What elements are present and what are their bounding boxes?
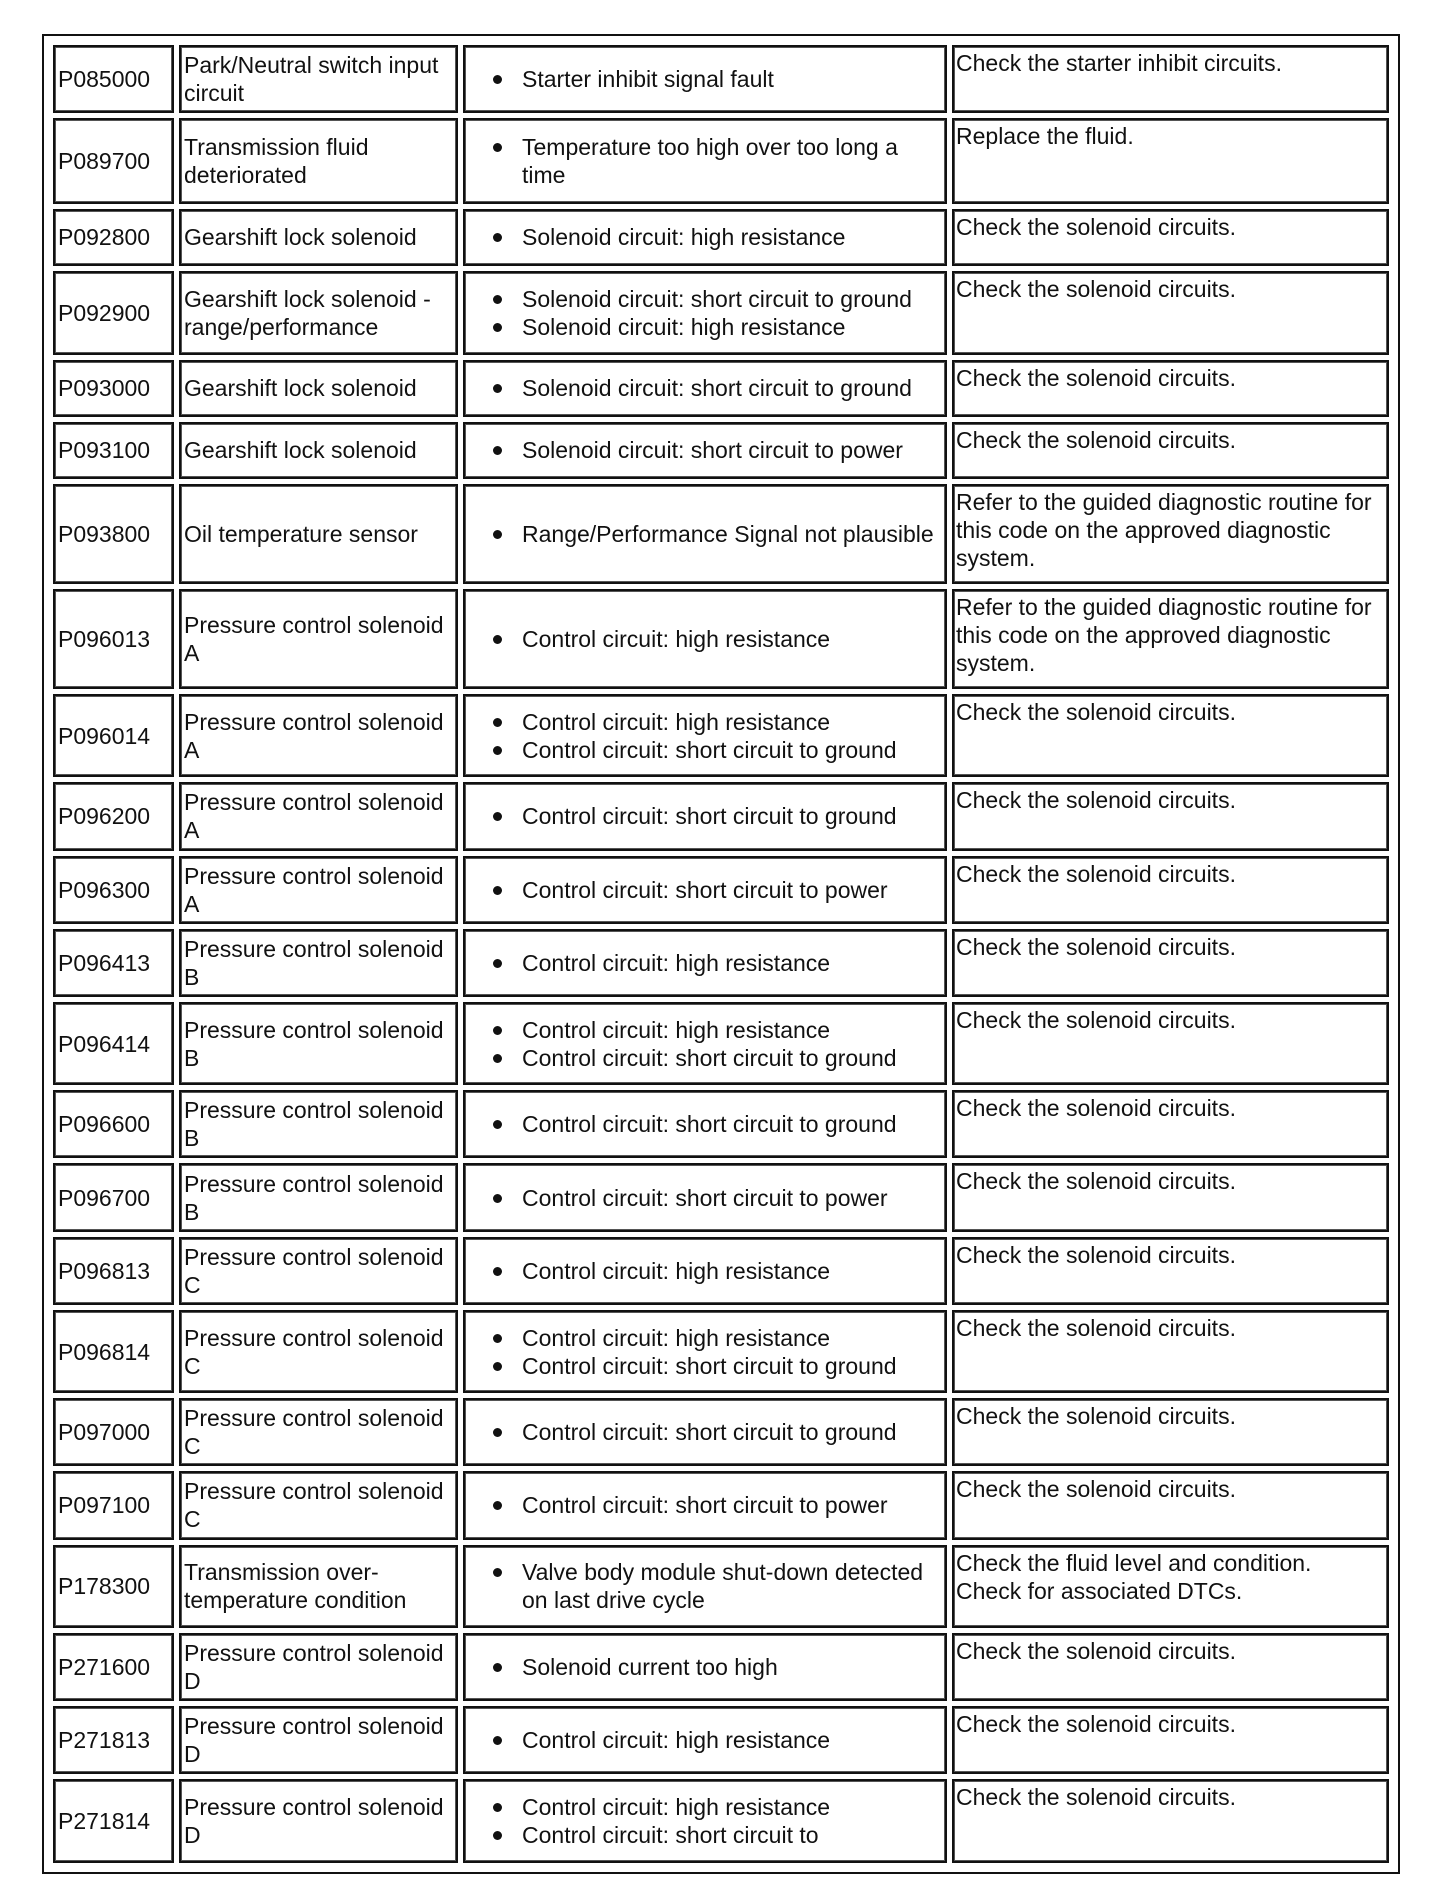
dtc-description: Pressure control solenoid D (179, 1706, 458, 1774)
condition-item: Starter inhibit signal fault (487, 65, 941, 93)
dtc-description: Pressure control solenoid D (179, 1779, 458, 1863)
table-row (53, 1310, 1389, 1394)
dtc-description: Pressure control solenoid B (179, 929, 458, 997)
condition-item: Control circuit: high resistance (487, 1793, 941, 1821)
table-row (53, 360, 1389, 417)
condition-list (487, 1418, 941, 1446)
dtc-conditions (463, 1471, 947, 1539)
condition-list (487, 436, 941, 464)
table-row (53, 929, 1389, 997)
dtc-description: Gearshift lock solenoid (179, 360, 458, 417)
condition-list (487, 520, 941, 548)
condition-item: Control circuit: short circuit to ground (487, 1110, 941, 1138)
dtc-conditions (463, 1090, 947, 1158)
table-row (53, 1090, 1389, 1158)
dtc-action: Check the solenoid circuits. (952, 694, 1389, 778)
dtc-action: Check the solenoid circuits. (952, 782, 1389, 850)
dtc-code: P096014 (53, 694, 174, 778)
table-row (53, 1779, 1389, 1863)
dtc-code: P092800 (53, 209, 174, 266)
dtc-description: Gearshift lock solenoid (179, 209, 458, 266)
dtc-conditions (463, 484, 947, 584)
condition-list (487, 1726, 941, 1754)
table-row (53, 422, 1389, 479)
condition-item: Control circuit: high resistance (487, 1726, 941, 1754)
dtc-action: Check the solenoid circuits. (952, 1310, 1389, 1394)
dtc-description: Pressure control solenoid D (179, 1633, 458, 1701)
dtc-action: Check the starter inhibit circuits. (952, 45, 1389, 113)
dtc-action: Check the solenoid circuits. (952, 271, 1389, 355)
dtc-conditions (463, 1706, 947, 1774)
dtc-description: Pressure control solenoid A (179, 589, 458, 689)
dtc-description: Pressure control solenoid C (179, 1471, 458, 1539)
dtc-conditions (463, 1163, 947, 1231)
dtc-conditions (463, 45, 947, 113)
condition-list (487, 374, 941, 402)
condition-item: Control circuit: short circuit to (487, 1821, 941, 1849)
condition-item: Control circuit: high resistance (487, 949, 941, 977)
condition-list (487, 625, 941, 653)
dtc-conditions (463, 1633, 947, 1701)
dtc-code: P271813 (53, 1706, 174, 1774)
condition-list (487, 223, 941, 251)
table-row (53, 1545, 1389, 1629)
condition-item: Control circuit: short circuit to ground (487, 1044, 941, 1072)
dtc-action: Replace the fluid. (952, 118, 1389, 204)
dtc-code: P093000 (53, 360, 174, 417)
dtc-action: Check the solenoid circuits. (952, 209, 1389, 266)
dtc-description: Pressure control solenoid B (179, 1090, 458, 1158)
dtc-code: P089700 (53, 118, 174, 204)
dtc-code: P092900 (53, 271, 174, 355)
condition-item: Solenoid circuit: short circuit to ground (487, 374, 941, 402)
condition-list (487, 802, 941, 830)
dtc-code: P096300 (53, 856, 174, 924)
table-row (53, 1398, 1389, 1466)
condition-item: Control circuit: high resistance (487, 1016, 941, 1044)
table-row (53, 856, 1389, 924)
condition-list (487, 65, 941, 93)
condition-list (487, 1491, 941, 1519)
dtc-description: Transmission over-temperature condition (179, 1545, 458, 1629)
dtc-action: Check the solenoid circuits. (952, 856, 1389, 924)
condition-list (487, 876, 941, 904)
condition-item: Solenoid circuit: high resistance (487, 313, 941, 341)
dtc-description: Pressure control solenoid C (179, 1310, 458, 1394)
dtc-code: P096013 (53, 589, 174, 689)
condition-list (487, 949, 941, 977)
condition-item: Control circuit: short circuit to ground (487, 1352, 941, 1380)
dtc-description: Oil temperature sensor (179, 484, 458, 584)
condition-item: Control circuit: short circuit to power (487, 1184, 941, 1212)
table-row (53, 589, 1389, 689)
dtc-table-frame (42, 34, 1400, 1874)
dtc-conditions (463, 1779, 947, 1863)
condition-item: Solenoid circuit: short circuit to ground (487, 285, 941, 313)
table-row (53, 271, 1389, 355)
dtc-action: Refer to the guided diagnostic routine for this code on the approved diagnostic system. (952, 484, 1389, 584)
condition-item: Solenoid current too high (487, 1653, 941, 1681)
dtc-description: Transmission fluid deteriorated (179, 118, 458, 204)
dtc-table-body (53, 45, 1389, 1863)
table-row (53, 484, 1389, 584)
table-row (53, 694, 1389, 778)
dtc-conditions (463, 1398, 947, 1466)
condition-list (487, 285, 941, 341)
dtc-code: P097000 (53, 1398, 174, 1466)
condition-list (487, 1257, 941, 1285)
dtc-code: P085000 (53, 45, 174, 113)
dtc-conditions (463, 1002, 947, 1086)
dtc-description: Pressure control solenoid C (179, 1398, 458, 1466)
dtc-description: Pressure control solenoid B (179, 1163, 458, 1231)
dtc-conditions (463, 856, 947, 924)
dtc-action: Check the solenoid circuits. (952, 929, 1389, 997)
dtc-action: Check the solenoid circuits. (952, 422, 1389, 479)
condition-list (487, 1016, 941, 1072)
dtc-code: P093800 (53, 484, 174, 584)
dtc-code: P096200 (53, 782, 174, 850)
dtc-action: Check the solenoid circuits. (952, 1779, 1389, 1863)
condition-item: Solenoid circuit: short circuit to power (487, 436, 941, 464)
dtc-description: Pressure control solenoid A (179, 856, 458, 924)
condition-item: Control circuit: high resistance (487, 708, 941, 736)
dtc-description: Gearshift lock solenoid (179, 422, 458, 479)
condition-item: Control circuit: high resistance (487, 1324, 941, 1352)
dtc-action: Check the solenoid circuits. (952, 1471, 1389, 1539)
dtc-action: Check the solenoid circuits. (952, 1706, 1389, 1774)
table-row (53, 118, 1389, 204)
dtc-description: Park/Neutral switch input circuit (179, 45, 458, 113)
dtc-conditions (463, 360, 947, 417)
dtc-conditions (463, 1237, 947, 1305)
dtc-table (48, 40, 1394, 1868)
dtc-code: P271814 (53, 1779, 174, 1863)
table-row (53, 1237, 1389, 1305)
condition-item: Valve body module shut-down detected on last drive cycle (487, 1558, 941, 1614)
condition-item: Control circuit: high resistance (487, 625, 941, 653)
dtc-conditions (463, 118, 947, 204)
condition-item: Temperature too high over too long a time (487, 133, 941, 189)
dtc-code: P096600 (53, 1090, 174, 1158)
dtc-conditions (463, 929, 947, 997)
condition-item: Control circuit: high resistance (487, 1257, 941, 1285)
dtc-conditions (463, 1310, 947, 1394)
condition-list (487, 133, 941, 189)
dtc-action: Check the solenoid circuits. (952, 1398, 1389, 1466)
condition-list (487, 1184, 941, 1212)
dtc-action: Check the solenoid circuits. (952, 1237, 1389, 1305)
dtc-action: Check the solenoid circuits. (952, 1002, 1389, 1086)
dtc-conditions (463, 1545, 947, 1629)
dtc-action: Check the solenoid circuits. (952, 1090, 1389, 1158)
dtc-conditions (463, 422, 947, 479)
condition-list (487, 1793, 941, 1849)
dtc-description: Pressure control solenoid A (179, 694, 458, 778)
dtc-code: P096414 (53, 1002, 174, 1086)
dtc-code: P096700 (53, 1163, 174, 1231)
dtc-code: P271600 (53, 1633, 174, 1701)
dtc-action: Check the solenoid circuits. (952, 360, 1389, 417)
condition-list (487, 1110, 941, 1138)
dtc-description: Pressure control solenoid A (179, 782, 458, 850)
dtc-action: Check the solenoid circuits. (952, 1633, 1389, 1701)
dtc-action: Check the fluid level and condition. Check for associated DTCs. (952, 1545, 1389, 1629)
condition-list (487, 1653, 941, 1681)
dtc-code: P096813 (53, 1237, 174, 1305)
table-row (53, 1002, 1389, 1086)
condition-list (487, 708, 941, 764)
dtc-code: P096413 (53, 929, 174, 997)
dtc-conditions (463, 271, 947, 355)
dtc-description: Pressure control solenoid B (179, 1002, 458, 1086)
condition-item: Control circuit: short circuit to ground (487, 802, 941, 830)
condition-item: Control circuit: short circuit to power (487, 876, 941, 904)
table-row (53, 1706, 1389, 1774)
dtc-action: Check the solenoid circuits. (952, 1163, 1389, 1231)
condition-item: Range/Performance Signal not plausible (487, 520, 941, 548)
dtc-conditions (463, 209, 947, 266)
table-row (53, 782, 1389, 850)
dtc-conditions (463, 589, 947, 689)
dtc-description: Gearshift lock solenoid - range/performance (179, 271, 458, 355)
table-row (53, 1163, 1389, 1231)
table-row (53, 209, 1389, 266)
condition-list (487, 1558, 941, 1614)
dtc-description: Pressure control solenoid C (179, 1237, 458, 1305)
dtc-code: P093100 (53, 422, 174, 479)
condition-item: Control circuit: short circuit to ground (487, 1418, 941, 1446)
table-row (53, 45, 1389, 113)
dtc-code: P097100 (53, 1471, 174, 1539)
condition-item: Solenoid circuit: high resistance (487, 223, 941, 251)
dtc-action: Refer to the guided diagnostic routine for this code on the approved diagnostic system. (952, 589, 1389, 689)
condition-item: Control circuit: short circuit to power (487, 1491, 941, 1519)
dtc-code: P178300 (53, 1545, 174, 1629)
dtc-conditions (463, 694, 947, 778)
table-row (53, 1633, 1389, 1701)
table-row (53, 1471, 1389, 1539)
condition-item: Control circuit: short circuit to ground (487, 736, 941, 764)
condition-list (487, 1324, 941, 1380)
dtc-conditions (463, 782, 947, 850)
dtc-code: P096814 (53, 1310, 174, 1394)
